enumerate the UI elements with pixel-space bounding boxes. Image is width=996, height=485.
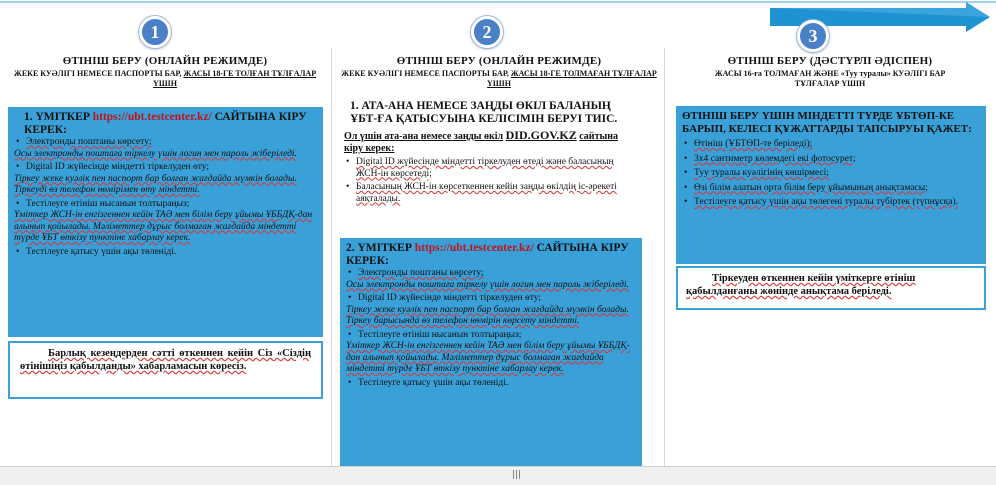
col2-header [338,55,660,89]
col1-note-digitalid: Тіркеу жеке куәлік пен паспорт бар болған жағдайда мүмкін болады. Тіркеуді өз телефон нөмірімен өту міндетті. [14,173,297,195]
col2-bullet-form: • Тестілеуге өтініш нысанын толтыраңыз; [346,330,636,342]
col2-sub-b: ЖАСЫ 18-ГЕ ТОЛМАҒАН ТҰЛҒАЛАР [510,69,657,78]
column-divider-2 [664,48,665,466]
col1-result-note: Барлық кезеңдерден сәтті өткеннен кейін Сіз «Сіздің өтінішіңіз қабылданды» хабарламасын көресіз. [8,341,323,399]
col3-sub-a: ЖАСЫ 16-ға ТОЛМАҒАН ЖӘНЕ «Туу туралы» КУӘЛІГІ БАР [714,69,946,78]
col1-url-link[interactable]: https://ubt.testcenter.kz/ [92,111,212,123]
col3-doc-receipt: • Тестілеуге қатысу үшін ақы төлегені туралы түбіртек (түпнұсқа). [682,197,980,209]
col2-consent-finish: • Баласының ЖСН-ін көрсеткеннен кейін заңды өкілдің іс-әрекеті аяқталады. [344,182,638,205]
scrollbar-grip-icon[interactable]: ||| [512,470,522,480]
col3-title: ӨТІНІШ БЕРУ (ДӘСТҮРЛІ ӘДІСПЕН) [727,55,933,67]
col3-doc-application: • Өтініш (ҰБТӨП-те беріледі); [682,139,980,151]
col2-note-digitalid: Тіркеу жеке куәлік пен паспорт бар болған жағдайда мүмкін болады. Тіркеу барысында өз телефон нөмірін көрсету міндетті. [346,304,629,326]
col3-sub-b: ТҰЛҒАЛАР ҮШІН [794,79,866,88]
col3-result-note: Тіркеуден өткеннен кейін үміткерге өтініш қабылданғаны жөнінде анықтама беріледі. [676,266,986,310]
col1-bullet-payment: • Тестілеуге қатысу үшін ақы төленіді. [14,247,317,259]
col1-step-suffix: САЙТЫНА КІРУ КЕРЕК: [24,111,307,136]
col3-header [668,55,992,89]
col1-bullet-form: • Тестілеуге өтініш нысанын толтыраңыз; [14,199,317,211]
step-number-badge-3: 3 [797,20,829,52]
step-number-badge-2: 2 [471,16,503,48]
col2-step-prefix: 2. ҮМІТКЕР [346,242,412,254]
col3-doc-photos: • 3х4 сантиметр көлемдегі екі фотосурет; [682,154,980,166]
col3-doc-birth-cert: • Туу туралы куәлігінің көшірмесі; [682,168,980,180]
col2-step1-heading: 1. АТА-АНА НЕМЕСЕ ЗАҢДЫ ӨКІЛ БАЛАНЫҢ ҰБТ-ҒА ҚАТЫСУЫНА КЕЛІСІМІН БЕРУІ ТИІС. [350,100,618,125]
col2-step-suffix: САЙТЫНА КІРУ КЕРЕК: [346,242,629,267]
col1-note-form: Үміткер ЖСН-ін енгізгеннен кейін ТАӘ мен білім беру ұйымы ҰББДҚ-дан алынып қойылады. Мәліметтер дұрыс болмаған жағдайда міндетті түрде ҰБТ өткізу пунктіне хабарлау керек. [14,210,313,243]
col2-note-email: Осы электронды поштаға тіркелу үшін логин мен пароль жіберіледі. [346,279,629,290]
col3-subtitle [668,69,992,89]
col2-sub-a: ЖЕКЕ КУӘЛІГІ НЕМЕСЕ ПАСПОРТЫ БАР, [341,69,509,78]
col1-sub-a: ЖЕКЕ КУӘЛІГІ НЕМЕСЕ ПАСПОРТЫ БАР, [13,69,182,78]
step-number-badge-1: 1 [139,16,171,48]
col2-title: ӨТІНІШ БЕРУ (ОНЛАЙН РЕЖИМДЕ) [396,55,602,67]
horizontal-scrollbar[interactable] [0,466,996,485]
col1-bullet-digitalid: • Digital ID жүйесінде міндетті тіркелуден өту; [14,162,317,174]
col1-step-prefix: 1. ҮМІТКЕР [24,111,90,123]
col1-bullet-email: • Электронды поштаны көрсету; [14,137,317,149]
col2-lead: Ол үшін ата-ана немесе заңды өкіл DID.GOV.KZ сайтына кіру керек: [344,128,619,154]
col1-sub-b: ЖАСЫ 18-ГЕ ТОЛҒАН ТҰЛҒАЛАР [183,69,317,78]
col1-title: ӨТІНІШ БЕРУ (ОНЛАЙН РЕЖИМДЕ) [62,55,268,67]
col2-url-link[interactable]: https://ubt.testcenter.kz/ [414,242,534,254]
col2-gov-site[interactable]: DID.GOV.KZ [505,128,577,142]
col3-documents-panel [676,106,986,264]
col2-bullet-payment: • Тестілеуге қатысу үшін ақы төленіді. [346,378,636,390]
col1-steps-panel [8,107,323,337]
col2-bullet-digitalid: • Digital ID жүйесінде міндетті тіркелуден өту; [346,293,636,305]
col1-note-email: Осы электронды поштаға тіркелу үшін логин мен пароль жіберіледі. [14,148,297,159]
col2-parent-consent [340,100,642,234]
col2-steps-panel [340,238,642,466]
col2-bullet-email: • Электронды поштаны көрсету; [346,268,636,280]
col1-step-heading [14,111,317,137]
col2-note-form: Үміткер ЖСН-ін енгізгеннен кейін ТАӘ мен білім беру ұйымы ҰББДҚ-дан алынып қойылады. Мәліметтер дұрыс болмаған жағдайда міндетті түрде ҰБТ өткізу пунктіне хабарлау керек. [346,341,630,374]
col1-sub-c: ҮШІН [153,79,177,88]
col3-documents-heading: ӨТІНІШ БЕРУ ҮШІН МІНДЕТТІ ТҮРДЕ ҰБТӨП-КЕ БАРЫП, КЕЛЕСІ ҚҰЖАТТАРДЫ ТАПСЫРУЫ ҚАЖЕТ: [682,110,972,135]
col3-doc-school-cert: • Өзі білім алатын орта білім беру ұйымының анықтамасы; [682,183,980,195]
col2-step-heading [346,242,636,268]
col1-subtitle [6,69,324,89]
col2-consent-digitalid: • Digital ID жүйесінде міндетті тіркелуден өтеді және баласының ЖСН-ін көрсетеді; [344,157,638,180]
col2-sub-c: ҮШІН [487,79,511,88]
column-divider-1 [331,48,332,466]
col2-subtitle [338,69,660,89]
col1-header [6,55,324,89]
